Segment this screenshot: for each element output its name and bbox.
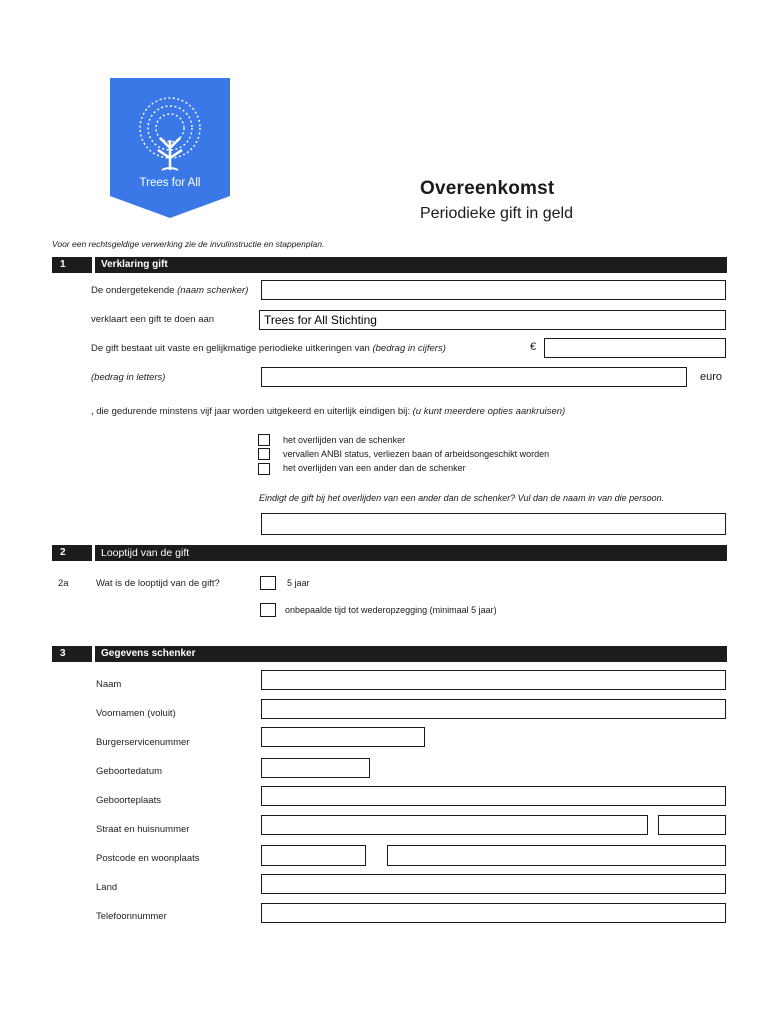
other-person-note: Eindigt de gift bij het overlijden van een ander dan de schenker? Vul dan de naam in van die persoon. xyxy=(259,493,665,503)
trees-for-all-logo xyxy=(110,78,230,218)
huisnummer-field[interactable] xyxy=(658,815,726,835)
section-1-number: 1 xyxy=(52,257,92,273)
duration-5-years-checkbox[interactable] xyxy=(260,576,276,590)
document-subtitle: Periodieke gift in geld xyxy=(420,205,573,222)
amount-unit: euro xyxy=(700,371,723,383)
postcode-field[interactable] xyxy=(261,845,366,866)
declares-label: verklaart een gift te doen aan xyxy=(91,314,215,325)
field-label-geboorteplaats: Geboorteplaats xyxy=(96,795,161,806)
field-label-geboortedatum: Geboortedatum xyxy=(96,766,163,777)
donor-label: De ondergetekende (naam schenker) xyxy=(91,285,249,296)
amount-letters-label: (bedrag in letters) xyxy=(91,372,166,383)
logo-text: Trees for All xyxy=(139,177,201,189)
voornamen-field[interactable] xyxy=(261,699,726,719)
field-label-telefoon: Telefoonnummer xyxy=(96,911,167,922)
geboortedatum-field[interactable] xyxy=(261,758,370,778)
duration-question: Wat is de looptijd van de gift? xyxy=(96,578,220,589)
section-3-number: 3 xyxy=(52,646,92,662)
field-label-bsn: Burgerservicenummer xyxy=(96,737,190,748)
geboorteplaats-field[interactable] xyxy=(261,786,726,806)
recipient-field[interactable]: Trees for All Stichting xyxy=(259,310,726,330)
section-1-title: Verklaring gift xyxy=(95,257,727,273)
document-title: Overeenkomst xyxy=(420,178,555,199)
option-anbi-label: vervallen ANBI status, verliezen baan of arbeidsongeschikt worden xyxy=(283,449,550,459)
donor-name-field[interactable] xyxy=(261,280,726,300)
field-label-voornamen: Voornamen (voluit) xyxy=(96,708,176,719)
option-overlijden-ander-label: het overlijden van een ander dan de schenker xyxy=(283,463,466,473)
currency-symbol: € xyxy=(530,341,537,353)
section-2-number: 2 xyxy=(52,545,92,561)
option-overlijden-schenker-checkbox[interactable] xyxy=(258,434,270,446)
duration-5-years-label: 5 jaar xyxy=(287,578,310,588)
section-2a-number: 2a xyxy=(58,578,69,589)
duration-indefinite-checkbox[interactable] xyxy=(260,603,276,617)
option-overlijden-schenker-label: het overlijden van de schenker xyxy=(283,435,406,445)
straat-field[interactable] xyxy=(261,815,648,835)
woonplaats-field[interactable] xyxy=(387,845,726,866)
bsn-field[interactable] xyxy=(261,727,425,747)
intro-instruction: Voor een rechtsgeldige verwerking zie de invulinstructie en stappenplan. xyxy=(52,239,325,249)
amount-digits-field[interactable] xyxy=(544,338,726,358)
amount-label: De gift bestaat uit vaste en gelijkmatige periodieke uitkeringen van (bedrag in cijfers) xyxy=(91,343,446,354)
amount-letters-field[interactable] xyxy=(261,367,687,387)
field-label-naam: Naam xyxy=(96,679,122,690)
field-label-land: Land xyxy=(96,882,118,893)
field-label-postcode: Postcode en woonplaats xyxy=(96,853,200,864)
option-overlijden-ander-checkbox[interactable] xyxy=(258,463,270,475)
option-anbi-checkbox[interactable] xyxy=(258,448,270,460)
other-person-field[interactable] xyxy=(261,513,726,535)
land-field[interactable] xyxy=(261,874,726,894)
section-3-title: Gegevens schenker xyxy=(95,646,727,662)
duration-text: , die gedurende minstens vijf jaar worden uitgekeerd en uiterlijk eindigen bij: (u kunt meerdere opties aankruisen) xyxy=(91,406,566,417)
duration-indefinite-label: onbepaalde tijd tot wederopzegging (minimaal 5 jaar) xyxy=(285,605,497,615)
section-2-title: Looptijd van de gift xyxy=(95,545,727,561)
naam-field[interactable] xyxy=(261,670,726,690)
field-label-straat: Straat en huisnummer xyxy=(96,824,190,835)
telefoon-field[interactable] xyxy=(261,903,726,923)
